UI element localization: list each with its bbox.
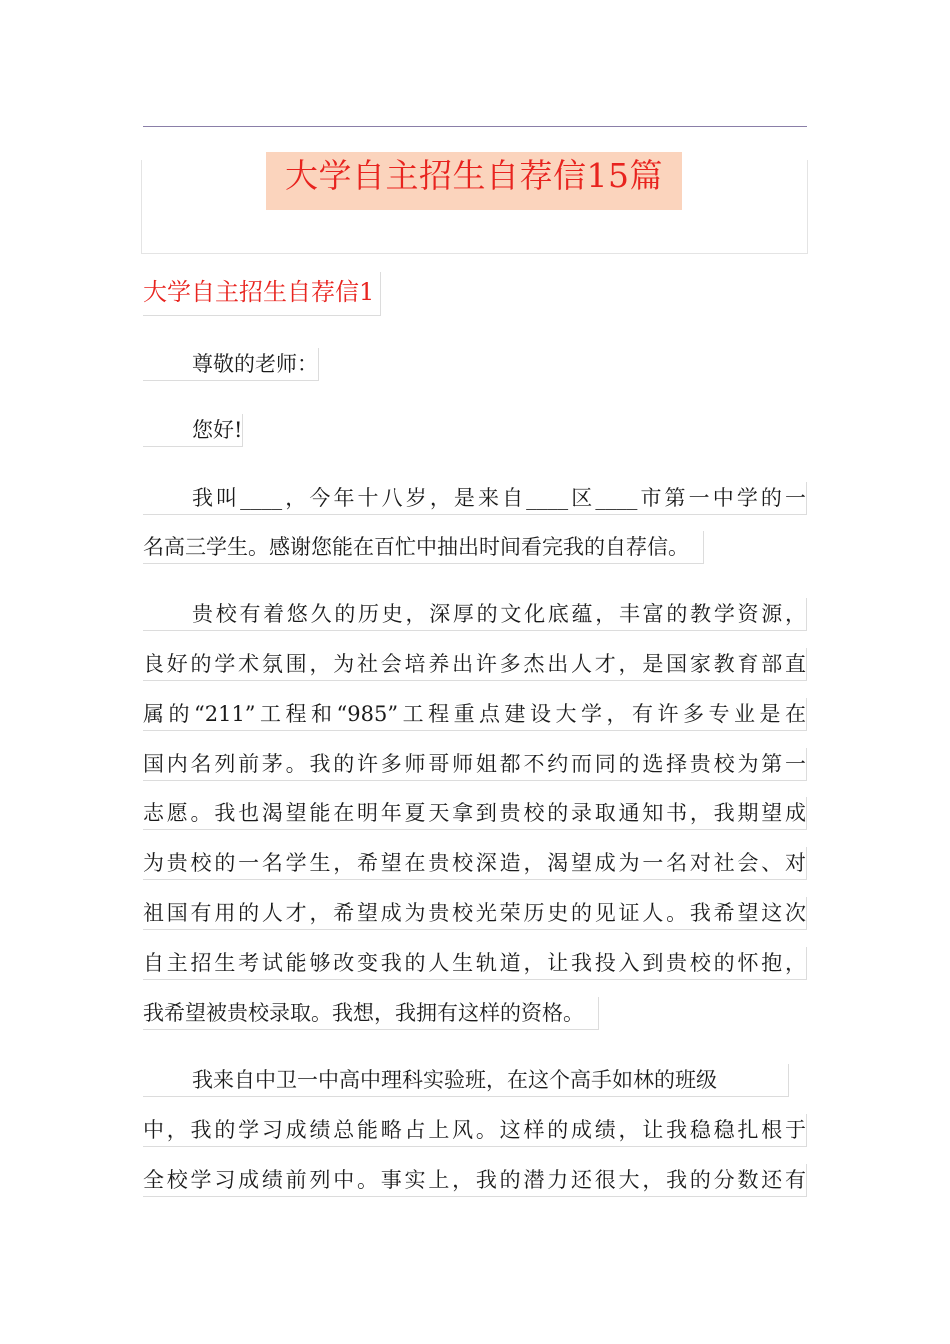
paragraph-line: 属的“211”工程和“985”工程重点建设大学，有许多专业是在 (143, 698, 807, 731)
paragraph-line: 贵校有着悠久的历史，深厚的文化底蕴，丰富的教学资源， (143, 598, 807, 631)
section-heading: 大学自主招生自荐信1 (143, 272, 381, 316)
paragraph-line: 祖国有用的人才，希望成为贵校光荣历史的见证人。我希望这次 (143, 897, 807, 930)
paragraph-line: 我希望被贵校录取。我想，我拥有这样的资格。 (143, 997, 599, 1030)
salutation-line: 尊敬的老师： (143, 348, 319, 381)
paragraph-line: 中，我的学习成绩总能略占上风。这样的成绩，让我稳稳扎根于 (143, 1114, 807, 1147)
header-rule (143, 126, 807, 127)
paragraph-line: 为贵校的一名学生，希望在贵校深造，渴望成为一名对社会、对 (143, 847, 807, 880)
paragraph-line: 志愿。我也渴望能在明年夏天拿到贵校的录取通知书，我期望成 (143, 797, 807, 830)
paragraph-line: 全校学习成绩前列中。事实上，我的潜力还很大，我的分数还有 (143, 1164, 807, 1197)
paragraph-line: 国内名列前茅。我的许多师哥师姐都不约而同的选择贵校为第一 (143, 748, 807, 781)
paragraph-line: 我叫____，今年十八岁，是来自____区____市第一中学的一 (143, 482, 807, 515)
greeting-line: 您好! (143, 414, 243, 447)
paragraph-line: 良好的学术氛围，为社会培养出许多杰出人才，是国家教育部直 (143, 648, 807, 681)
paragraph-line: 自主招生考试能够改变我的人生轨道，让我投入到贵校的怀抱， (143, 947, 807, 980)
document-title: 大学自主招生自荐信15篇 (266, 152, 682, 210)
paragraph-line: 名高三学生。感谢您能在百忙中抽出时间看完我的自荐信。 (143, 531, 704, 564)
paragraph-line: 我来自中卫一中高中理科实验班，在这个高手如林的班级 (143, 1064, 789, 1097)
